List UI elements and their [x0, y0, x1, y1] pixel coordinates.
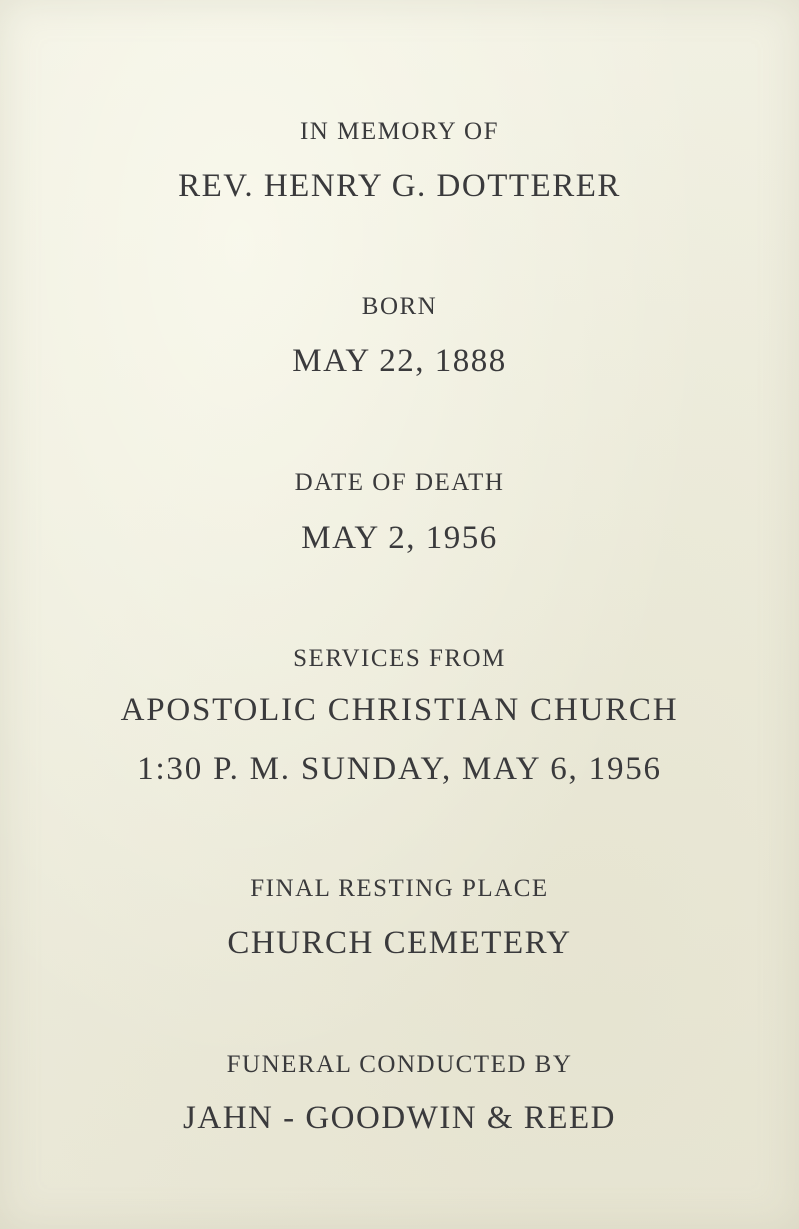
resting-place-label: FINAL RESTING PLACE: [250, 875, 549, 902]
deceased-name: REV. HENRY G. DOTTERER: [178, 168, 621, 204]
born-date: MAY 22, 1888: [292, 343, 507, 379]
services-label: SERVICES FROM: [293, 645, 506, 672]
services-place: APOSTOLIC CHRISTIAN CHURCH: [120, 692, 679, 728]
services-time: 1:30 P. M. SUNDAY, MAY 6, 1956: [137, 751, 662, 787]
funeral-director: JAHN - GOODWIN & REED: [183, 1100, 616, 1136]
funeral-label: FUNERAL CONDUCTED BY: [226, 1051, 573, 1078]
death-label: DATE OF DEATH: [294, 469, 505, 496]
memorial-header: IN MEMORY OF: [299, 118, 500, 145]
born-label: BORN: [361, 293, 438, 320]
death-date: MAY 2, 1956: [301, 520, 498, 556]
resting-place-name: CHURCH CEMETERY: [227, 925, 572, 961]
